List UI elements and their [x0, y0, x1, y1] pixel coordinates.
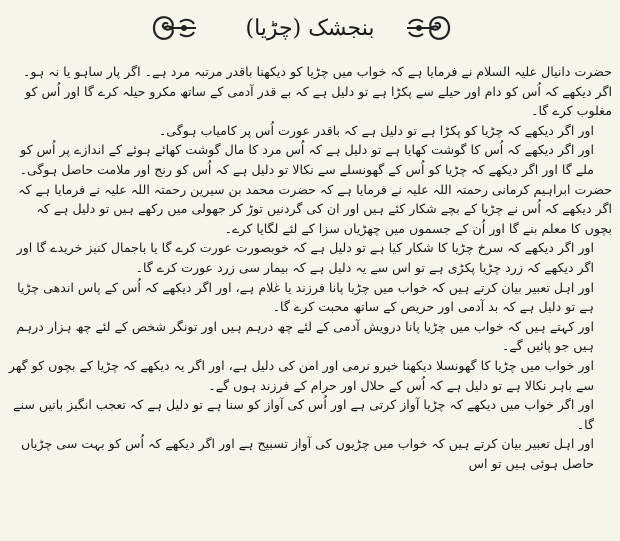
paragraph: اور اگر دیکھے کہ سرخ چڑیا کا شکار کیا ہے تو دلیل ہے کہ خوبصورت عورت کرے گا یا باجمال کنیز خریدے گا اور اگر دیکھے کہ زرد چڑیا پکڑی ہے تو اس سے یہ دلیل ہے کہ بیمار سی زرد عورت کرے گا۔ [16, 240, 594, 275]
paragraph: اور اہل تعبیر بیان کرتے ہیں کہ خواب میں چڑیوں کی آواز تسبیح ہے اور اگر دیکھے کہ اُس کو بہت سی چڑیاں حاصل ہوئی ہیں تو اس [20, 436, 594, 471]
scroll-ornament-icon [150, 8, 198, 48]
paragraph: حضرت ابراہیم کرمانی رحمتہ اللہ علیہ نے فرمایا ہے کہ حضرت محمد بن سیرین رحمتہ اللہ علیہ نے فرمایا ہے کہ اگر دیکھے کہ اُس نے چڑیا کے بچے شکار کئے ہیں اور ان کی گردنیں توڑ کر جھولی میں رکھے ہیں تو دلیل ہے کہ بچوں کا معلم بنے گا اور اُن کے جسموں میں چھڑیاں سزا کے لئے لگایا کرے۔ [18, 181, 612, 236]
scroll-ornament-icon [405, 8, 453, 48]
paragraph: اور خواب میں چڑیا کا گھونسلا دیکھنا خیرو نرمی اور امن کی دلیل ہے، اور اگر یہ دیکھے کہ چڑیا کے بچوں کو گھر سے باہر نکالا ہے تو دلیل ہے کہ اُس کے حلال اور حرام کے فرزند ہوں گے۔ [8, 357, 594, 393]
paragraph: اور اگر دیکھے کہ چڑیا کو پکڑا ہے تو دلیل ہے کہ باقدر عورت اُس پر کامیاب ہوگی۔ [158, 122, 594, 138]
paragraph: اور کہتے ہیں کہ خواب میں چڑیا پانا درویش آدمی کے لئے چھ درہم ہیں اور تونگر شخص کے لئے چھ ہزار درہم ہیں جو پائیں گے۔ [16, 318, 594, 354]
article-body [8, 62, 612, 537]
paragraph: اور اگر دیکھے کہ اُس کا گوشت کھایا ہے تو دلیل ہے کہ اُس مرد کا مال گوشت کھائے ہوئے کے اندازے پر اُس کو ملے گا اور اگر دیکھے کہ چڑیا کو اُس کے گھونسلے سے نکالا تو دلیل ہے کہ اُس کو رنج اور ملامت حاصل ہوگی۔ [19, 142, 594, 177]
paragraph: حضرت دانیال علیہ السلام نے فرمایا ہے کہ خواب میں چڑیا کو دیکھنا باقدر مرتبہ مرد ہے۔ اگر پار ساہو یا نہ ہو۔ اگر دیکھے کہ اُس کو دام اور حیلے سے پکڑا ہے تو دلیل ہے کہ بے قدر آدمی کے ساتھ مکرو حیلہ کرے گا اور اُس کو مغلوب کرے گا۔ [22, 64, 612, 119]
page-title: ﺑﻨﺠﺸﮏ (ﭼﮍﯾﺎ) [245, 16, 375, 41]
paragraph: اور اہل تعبیر بیان کرتے ہیں کہ خواب میں چڑیا پانا فرزند یا غلام ہے، اور اگر دیکھے کہ اُس کے پاس اندھی چڑیا ہے تو دلیل ہے کہ بد آدمی اور حریص کے ساتھ محبت کرے گا۔ [17, 279, 594, 315]
page-header [0, 0, 620, 58]
paragraph: اور اگر خواب میں دیکھے کہ چڑیا آواز کرتی ہے اور اُس کی آواز کو سنا ہے تو دلیل ہے کہ تعجب انگیز باتیں سنے گا۔ [13, 397, 594, 432]
